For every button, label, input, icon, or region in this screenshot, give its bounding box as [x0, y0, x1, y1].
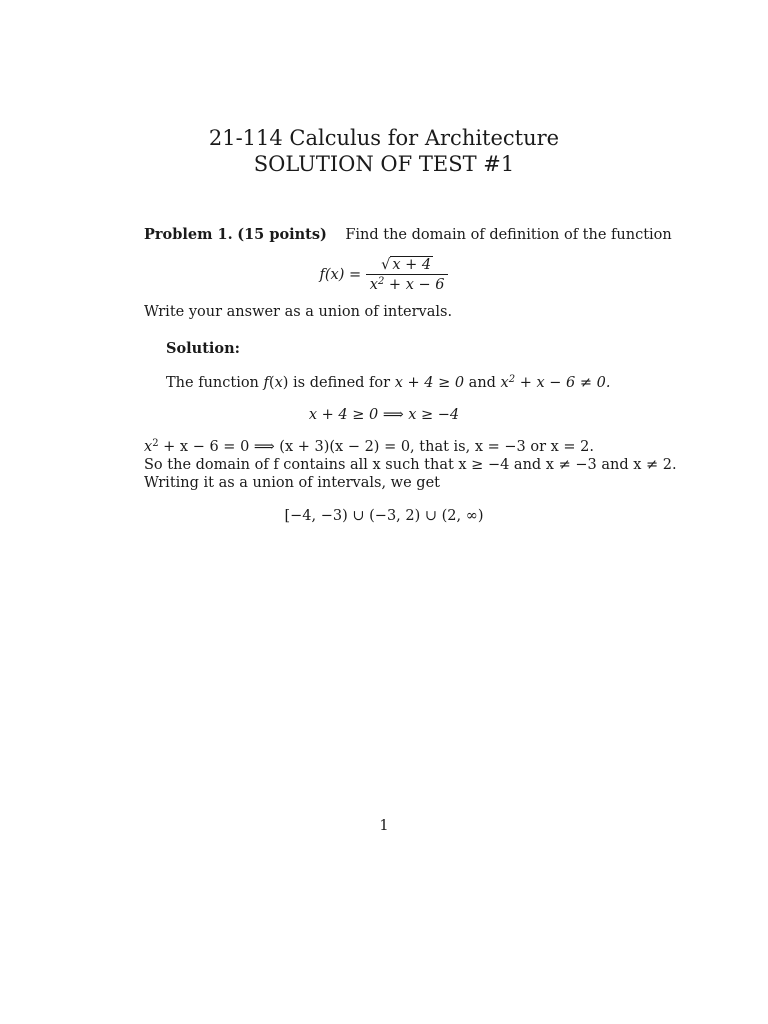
solution-line-4: Writing it as a union of intervals, we get [144, 475, 440, 491]
solution-line-3: So the domain of f contains all x such that x ≥ −4 and x ≠ −3 and x ≠ 2. [144, 457, 677, 473]
solution-line-1 [166, 375, 610, 391]
problem-instruction: Write your answer as a union of intervals. [144, 304, 453, 320]
line1-x: x [274, 375, 283, 391]
course-title: 21-114 Calculus for Architecture [208, 126, 560, 150]
function-display [0, 257, 768, 293]
document-subtitle: SOLUTION OF TEST #1 [253, 152, 515, 176]
problem-label: Problem 1. [144, 226, 233, 243]
line1-condition-2-rest: + x − 6 ≠ 0. [515, 375, 611, 391]
interval-answer: [−4, −3) ∪ (−3, 2) ∪ (2, ∞) [284, 508, 484, 524]
line1-and: and [464, 375, 501, 391]
function-lhs: f(x) = [319, 267, 362, 283]
page-number: 1 [379, 818, 389, 834]
fraction-denominator: $x^2 + x - 6$ [369, 276, 445, 293]
sqrt-radicand: x + 4 [392, 257, 432, 273]
problem-points: (15 points) [237, 226, 327, 243]
problem-statement: Find the domain of definition of the function [345, 227, 672, 243]
fraction-numerator: √ x + 4 [366, 257, 449, 275]
line1-condition-2: $x^2 + x - 6 \ne 0$. [500, 374, 611, 391]
display-inequality: x + 4 ≥ 0 ⟹ x ≥ −4 [308, 407, 460, 423]
line1-text-c: ) is defined for [282, 375, 395, 391]
line2-rest: + x − 6 = 0 ⟹ (x + 3)(x − 2) = 0, that is, x = −3 or x = 2. [158, 439, 595, 455]
function-fraction [366, 257, 449, 293]
problem-statement-line [144, 226, 672, 243]
line1-text-a: The function [166, 375, 264, 391]
line1-f: f [263, 375, 269, 391]
denominator-rest: + x − 6 [384, 277, 445, 293]
line1-paren-open: ( [268, 375, 275, 391]
solution-heading: Solution: [166, 340, 240, 357]
line1-condition-1: x + 4 ≥ 0 [394, 375, 465, 391]
solution-line-2: $x^2 + x - 6 = 0$ ⟹ (x + 3)(x − 2) = 0, that is, x = −3 or x = 2. [144, 438, 595, 455]
